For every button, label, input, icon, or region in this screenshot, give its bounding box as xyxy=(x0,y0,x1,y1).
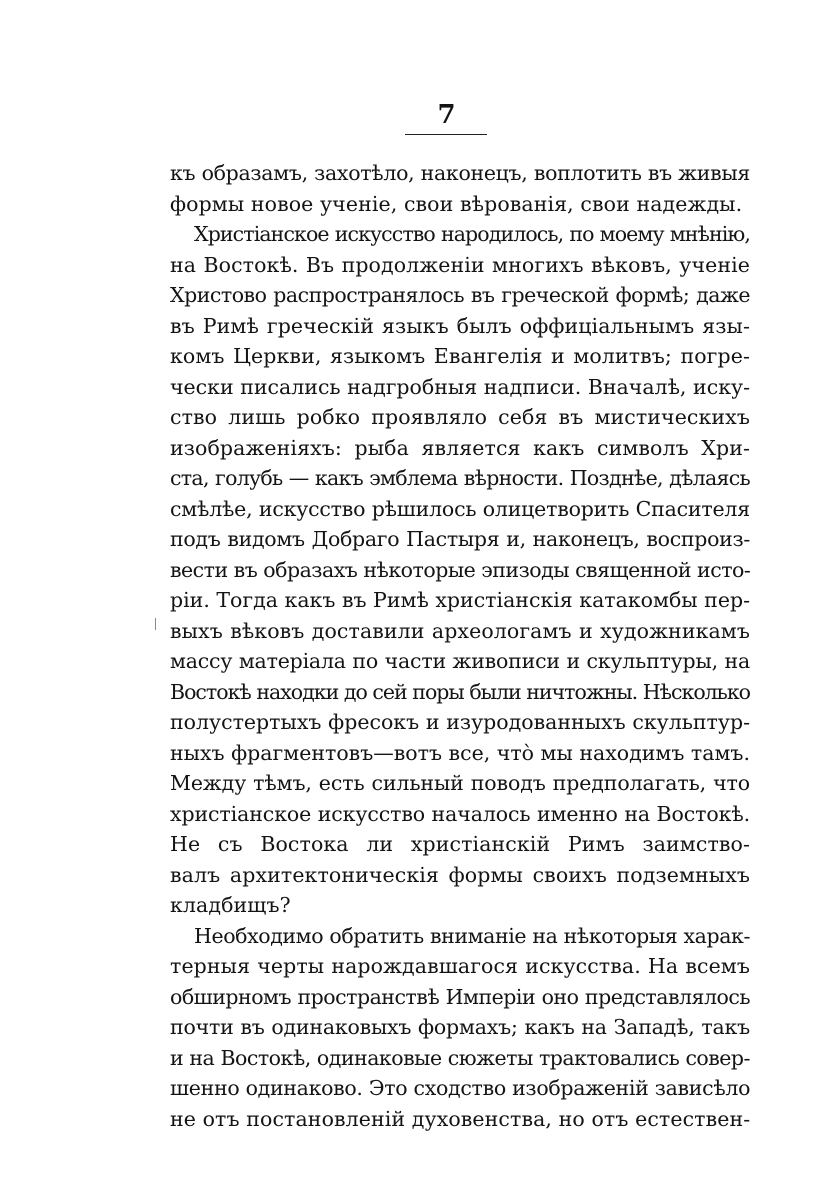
paragraph-3 xyxy=(170,921,750,1135)
text-line: Между тѣмъ, есть сильный поводъ предполагать, что xyxy=(170,771,750,795)
text-line: христіанское искусство началось именно на Востокѣ. xyxy=(170,801,750,826)
text-line: обширномъ пространствѣ Имперіи оно представлялось xyxy=(170,984,750,1009)
text-line: Христово распространялось въ греческой формѣ; даже xyxy=(170,283,750,307)
text-line: выхъ вѣковъ доставили археологамъ и художникамъ xyxy=(170,618,750,643)
page-number-rule xyxy=(405,134,487,135)
text-line: полустертыхъ фресокъ и изуродованныхъ скульптур- xyxy=(170,710,750,734)
text-line: шенно одинаково. Это сходство изображеній зависѣло xyxy=(170,1076,751,1100)
text-line: подъ видомъ Добраго Пастыря и, наконецъ, воспроиз- xyxy=(170,527,750,551)
text-line: смѣлѣе, искусство рѣшилось олицетворить Спасителя xyxy=(170,496,750,521)
body-text xyxy=(170,158,750,1134)
text-line: не отъ постановленій духовенства, но отъ естествен- xyxy=(170,1106,751,1131)
text-line: чески писались надгробныя надписи. Вначалѣ, иску- xyxy=(170,374,750,399)
text-line: ста, голубь — какъ эмблема вѣрности. Позднѣе, дѣлаясь xyxy=(170,466,750,490)
text-line: и на Востокѣ, одинаковые сюжеты трактовались совер- xyxy=(170,1045,750,1070)
paragraph-1 xyxy=(170,158,750,219)
text-line: терныя черты нарождавшагося искусства. На всемъ xyxy=(170,954,750,978)
text-line: ріи. Тогда какъ въ Римѣ христіанскія катакомбы пер- xyxy=(170,588,750,612)
text-line: на Востокѣ. Въ продолженіи многихъ вѣковъ, ученіе xyxy=(170,252,750,277)
text-line: ство лишь робко проявляло себя въ мистическихъ xyxy=(170,405,750,429)
text-line: вести въ образахъ нѣкоторые эпизоды священной исто- xyxy=(170,557,751,582)
text-line: комъ Церкви, языкомъ Евангелія и молитвъ; погре- xyxy=(170,344,750,368)
text-line: валъ архитектоническія формы своихъ подземныхъ xyxy=(170,862,750,887)
text-line: изображеніяхъ: рыба является какъ символъ Хри- xyxy=(170,435,750,460)
text-line: ныхъ фрагментовъ—вотъ все, что̀ мы находимъ тамъ. xyxy=(170,740,750,765)
text-line: кладбищъ? xyxy=(170,893,291,917)
text-line: къ образамъ, захотѣло, наконецъ, воплотить въ живыя xyxy=(170,161,750,185)
page-number: 7 xyxy=(437,100,456,130)
text-line: Необходимо обратить вниманіе на нѣкоторыя харак- xyxy=(194,923,750,948)
text-line: массу матеріала по части живописи и скульптуры, на xyxy=(170,649,750,673)
text-line: въ Римѣ греческій языкъ былъ оффиціальнымъ язы- xyxy=(170,313,750,338)
text-line: почти въ одинаковыхъ формахъ; какъ на Западѣ, такъ xyxy=(170,1015,750,1039)
paragraph-2 xyxy=(170,219,750,921)
text-line: формы новое ученіе, свои вѣрованія, свои надежды. xyxy=(170,191,743,216)
text-line: Востокѣ находки до сей поры были ничтожны. Нѣсколько xyxy=(170,679,750,704)
text-line: Не съ Востока ли христіанскій Римъ заимство- xyxy=(170,832,750,856)
text-line: Христіанское искусство народилось, по моему мнѣнію, xyxy=(194,222,750,246)
margin-mark xyxy=(155,618,162,630)
